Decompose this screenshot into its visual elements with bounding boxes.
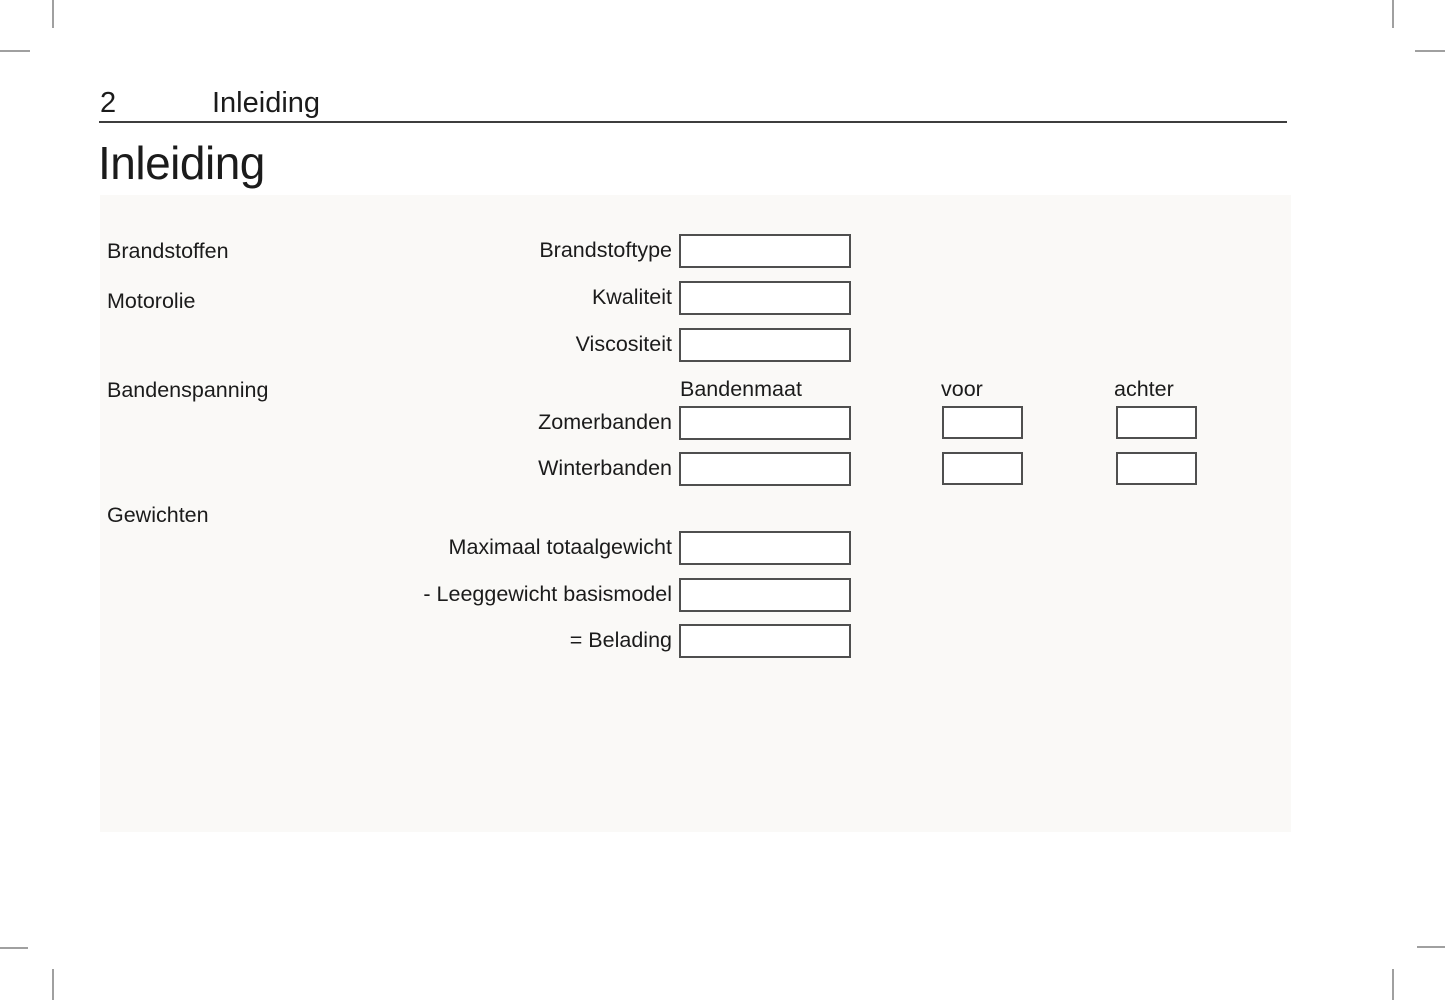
crop-mark-bottom-left-horizontal bbox=[0, 947, 28, 949]
section-label-motorolie: Motorolie bbox=[107, 289, 196, 313]
field-label-leeggewicht-basismodel: - Leeggewicht basismodel bbox=[423, 582, 672, 606]
zomerbanden-voor-field bbox=[942, 406, 1023, 439]
field-label-kwaliteit: Kwaliteit bbox=[591, 285, 672, 309]
field-label-zomerbanden: Zomerbanden bbox=[538, 410, 672, 434]
crop-mark-bottom-left-vertical bbox=[52, 969, 54, 1000]
form-row-viscositeit bbox=[100, 328, 1291, 362]
section-label-brandstoffen: Brandstoffen bbox=[107, 239, 229, 263]
crop-mark-bottom-right-vertical bbox=[1392, 969, 1394, 1000]
column-header-achter: achter bbox=[1114, 377, 1174, 401]
form-row-winterbanden bbox=[100, 452, 1291, 486]
brandstoftype-field bbox=[679, 234, 851, 268]
form-row-kwaliteit bbox=[100, 281, 1291, 315]
field-label-maximaal-totaalgewicht: Maximaal totaalgewicht bbox=[448, 535, 672, 559]
maximaal-totaalgewicht-field bbox=[679, 531, 851, 565]
crop-mark-top-left-horizontal bbox=[0, 50, 30, 52]
belading-field bbox=[679, 624, 851, 658]
viscositeit-field bbox=[679, 328, 851, 362]
column-header-voor: voor bbox=[941, 377, 983, 401]
leeggewicht-basismodel-field bbox=[679, 578, 851, 612]
kwaliteit-field bbox=[679, 281, 851, 315]
field-label-winterbanden: Winterbanden bbox=[538, 456, 672, 480]
crop-mark-top-right-horizontal bbox=[1415, 50, 1445, 52]
form-row-maximaal-totaalgewicht bbox=[100, 531, 1291, 565]
spec-form-panel bbox=[100, 195, 1291, 832]
section-label-bandenspanning: Bandenspanning bbox=[107, 378, 269, 402]
zomerbanden-bandenmaat-field bbox=[679, 406, 851, 440]
winterbanden-voor-field bbox=[942, 452, 1023, 485]
section-label-gewichten: Gewichten bbox=[107, 503, 209, 527]
form-row-belading bbox=[100, 624, 1291, 658]
column-header-bandenmaat: Bandenmaat bbox=[680, 377, 802, 401]
form-row-zomerbanden bbox=[100, 406, 1291, 440]
field-label-brandstoftype: Brandstoftype bbox=[539, 238, 672, 262]
winterbanden-bandenmaat-field bbox=[679, 452, 851, 486]
field-label-belading: = Belading bbox=[569, 628, 672, 652]
winterbanden-achter-field bbox=[1116, 452, 1197, 485]
crop-mark-top-right-vertical bbox=[1392, 0, 1394, 28]
crop-mark-bottom-right-horizontal bbox=[1417, 946, 1445, 948]
zomerbanden-achter-field bbox=[1116, 406, 1197, 439]
page-number: 2 bbox=[100, 87, 117, 119]
form-row-brandstoftype bbox=[100, 234, 1291, 268]
page-title: Inleiding bbox=[98, 137, 265, 189]
running-header: Inleiding bbox=[212, 87, 321, 119]
crop-mark-top-left-vertical bbox=[52, 0, 54, 28]
field-label-viscositeit: Viscositeit bbox=[575, 332, 672, 356]
header-rule bbox=[99, 121, 1287, 123]
form-row-leeggewicht-basismodel bbox=[100, 578, 1291, 612]
